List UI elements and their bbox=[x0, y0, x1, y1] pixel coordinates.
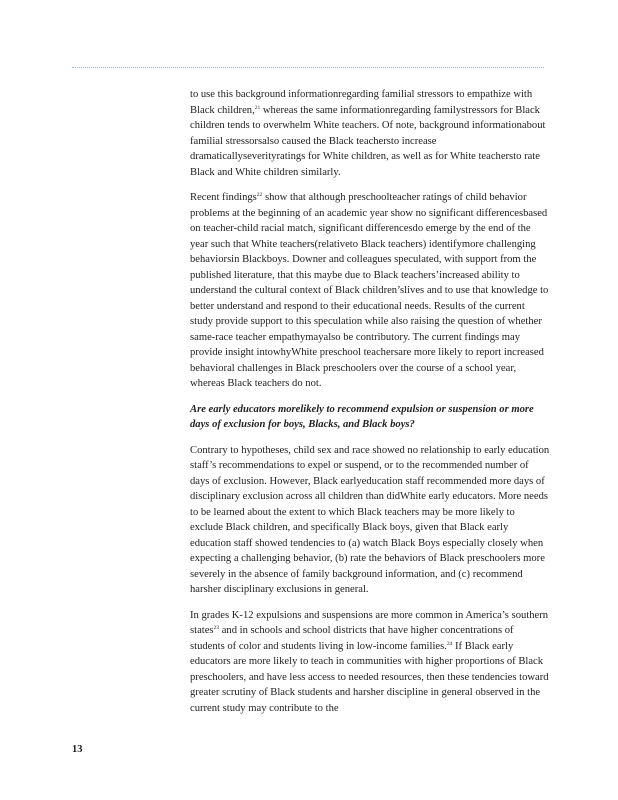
paragraph bbox=[190, 87, 550, 180]
page-number: 13 bbox=[72, 744, 83, 755]
footnote-ref: 24 bbox=[446, 640, 453, 647]
footnote-ref: 21 bbox=[254, 104, 261, 111]
paragraph bbox=[190, 608, 550, 717]
text-run: If Black early educators are more likely to teach in communities with higher proportions of Black preschoolers, and have less access to needed resources, then these tendencies toward greater scrutiny of Black students and harsher discipline in general observed in the current study may contribute to the bbox=[190, 640, 549, 714]
section-heading bbox=[190, 402, 550, 433]
text-run: Are early educators morelikely to recommend expulsion or suspension or more days of exclusion for boys, Blacks, and Black boys? bbox=[190, 403, 534, 430]
body-text bbox=[190, 87, 550, 726]
paragraph bbox=[190, 190, 550, 392]
text-run: show that although preschoolteacher ratings of child behavior problems at the beginning of an academic year show no significant differencesbased on teacher-child racial match, significant differencesdo emerge by the end of the year such that White teachers(relativeto Black teachers) identifymore challenging behaviorsin Blackboys. Downer and colleagues speculated, with support from the published literature, that this maybe due to Black teachers’increased ability to understand the cultural context of Black children’slives and to use that knowledge to better understand and respond to their educational needs. Results of the current study provide support to this speculation while also raising the question of whether same-race teacher empathymayalso be contributory. The current findings may provide insight intowhyWhite preschool teachersare more likely to report increased behavioral challenges in Black preschoolers over the course of a school year, whereas Black teachers do not. bbox=[190, 192, 549, 389]
text-run: Contrary to hypotheses, child sex and race showed no relationship to early education staff’s recommendations to expel or suspend, or to the recommended number of days of exclusion. However, Black earlyeducation staff recommended more days of disciplinary exclusion across all children than didWhite early educators. More needs to be learned about the extent to which Black teachers may be more likely to exclude Black children, and specifically Black boys, given that Black early education staff showed tendencies to (a) watch Black Boys especially closely when expecting a challenging behavior, (b) rate the behaviors of Black preschoolers more severely in the absence of family background information, and (c) recommend harsher disciplinary exclusions in general. bbox=[190, 444, 550, 595]
header-divider bbox=[72, 67, 544, 68]
footnote-ref: 22 bbox=[256, 192, 263, 198]
paragraph bbox=[190, 443, 550, 598]
text-run: whereas the same informationregarding familystressors for Black children tends to overwhelm White teachers. Of note, background informationabout familial stressorsalso caused the Black teachersto increase dramaticallyseverityratings for White children, as well as for White teachersto rate Black and White children similarly. bbox=[190, 104, 546, 178]
text-run: and in schools and school districts that have higher concentrations of students of color and students living in low-income families. bbox=[190, 625, 514, 652]
footnote-ref: 23 bbox=[213, 625, 220, 631]
text-run: Recent findings bbox=[190, 192, 257, 203]
text-run: to use this background informationregarding familial stressors to empathize with Black children, bbox=[190, 89, 533, 116]
text-run: In grades K-12 expulsions and suspensions are more common in America’s southern states bbox=[190, 609, 549, 636]
